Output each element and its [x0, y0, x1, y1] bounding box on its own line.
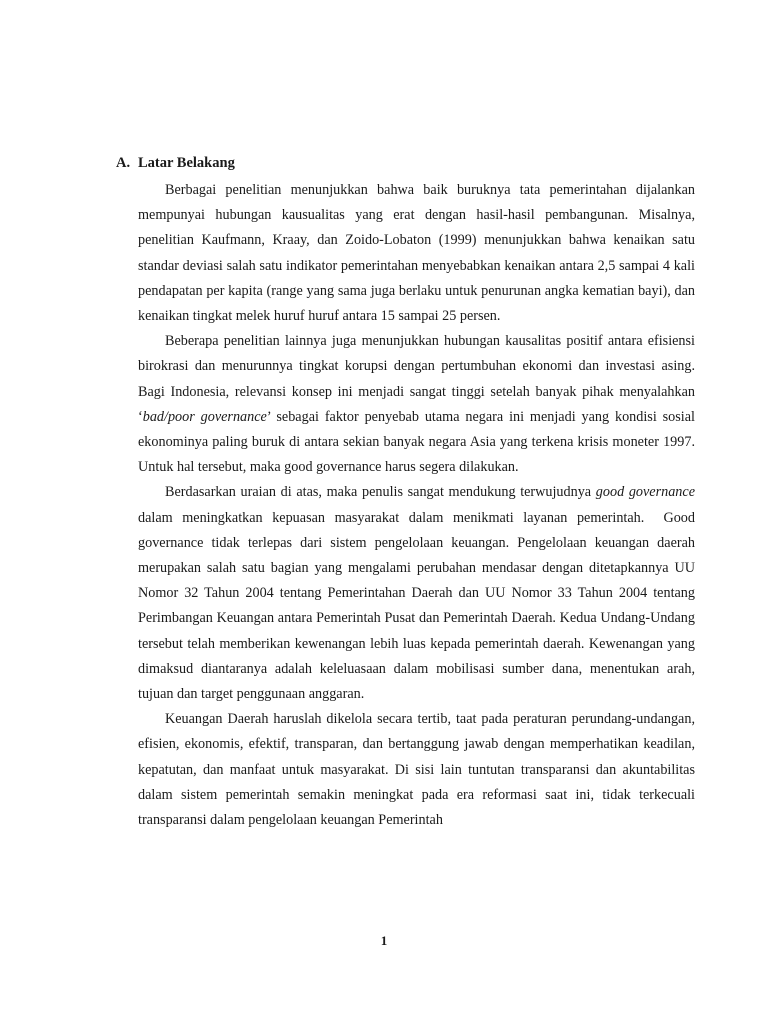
paragraph-3 [138, 480, 695, 707]
paragraph-2-italic: bad/poor governance [142, 408, 267, 425]
section-marker: A. [116, 155, 131, 171]
body-text [138, 178, 695, 833]
paragraph-2-text-b: ’ sebagai faktor penyebab utama negara ini menjadi yang kondisi sosial ekonominya paling buruk di antara sekian banyak negara Asia yang terkena krisis moneter 1997. Untuk hal tersebut, maka good governance harus segera dilakukan. [138, 408, 695, 476]
paragraph-3-italic: good governance [595, 484, 695, 501]
paragraph-2-text-a: Beberapa penelitian lainnya juga menunjukkan hubungan kausalitas positif antara efisiensi birokrasi dan menurunnya tingkat korupsi dengan pertumbuhan ekonomi dan investasi asing. Bagi Indonesia, relevansi konsep ini menjadi sangat tinggi setelah banyak pihak menyalahkan ‘ [138, 333, 695, 425]
paragraph-3-text-b: dalam meningkatkan kepuasan masyarakat dalam menikmati layanan pemerintah. Good governance tidak terlepas dari sistem pengelolaan keuangan. Pengelolaan keuangan daerah merupakan salah satu bagian yang mengalami perubahan mendasar dengan ditetapkannya UU Nomor 32 Tahun 2004 tentang Pemerintahan Daerah dan UU Nomor 33 Tahun 2004 tentang Perimbangan Keuangan antara Pemerintah Pusat dan Pemerintah Daerah. Kedua Undang-Undang tersebut telah memberikan kewenangan lebih luas kepada pemerintah daerah. Kewenangan yang dimaksud diantaranya adalah keleluasaan dalam mobilisasi sumber dana, menentukan arah, tujuan dan target penggunaan anggaran. [138, 509, 695, 703]
page-number: 1 [380, 933, 388, 948]
paragraph-2 [138, 329, 695, 480]
section-title: Latar Belakang [138, 155, 235, 171]
section-heading [116, 153, 235, 173]
paragraph-4: Keuangan Daerah haruslah dikelola secara tertib, taat pada peraturan perundang-undangan, efisien, ekonomis, efektif, transparan, dan bertanggung jawab dengan memperhatikan keadilan, kepatutan, dan manfaat untuk masyarakat. Di sisi lain tuntutan transparansi dan akuntabilitas dalam sistem pemerintah semakin meningkat pada era reformasi saat ini, tidak terkecuali transparansi dalam pengelolaan keuangan Pemerintah [138, 711, 695, 829]
paragraph-1: Berbagai penelitian menunjukkan bahwa baik buruknya tata pemerintahan dijalankan mempunyai hubungan kausualitas yang erat dengan hasil-hasil pembangunan. Misalnya, penelitian Kaufmann, Kraay, dan Zoido-Lobaton (1999) menunjukkan bahwa kenaikan satu standar deviasi salah satu indikator pemerintahan menyebabkan kenaikan antara 2,5 sampai 4 kali pendapatan per kapita (range yang sama juga berlaku untuk penurunan angka kematian bayi), dan kenaikan tingkat melek huruf huruf antara 15 sampai 25 persen. [138, 182, 695, 325]
paragraph-3-text-a: Berdasarkan uraian di atas, maka penulis sangat mendukung terwujudnya [165, 484, 596, 501]
